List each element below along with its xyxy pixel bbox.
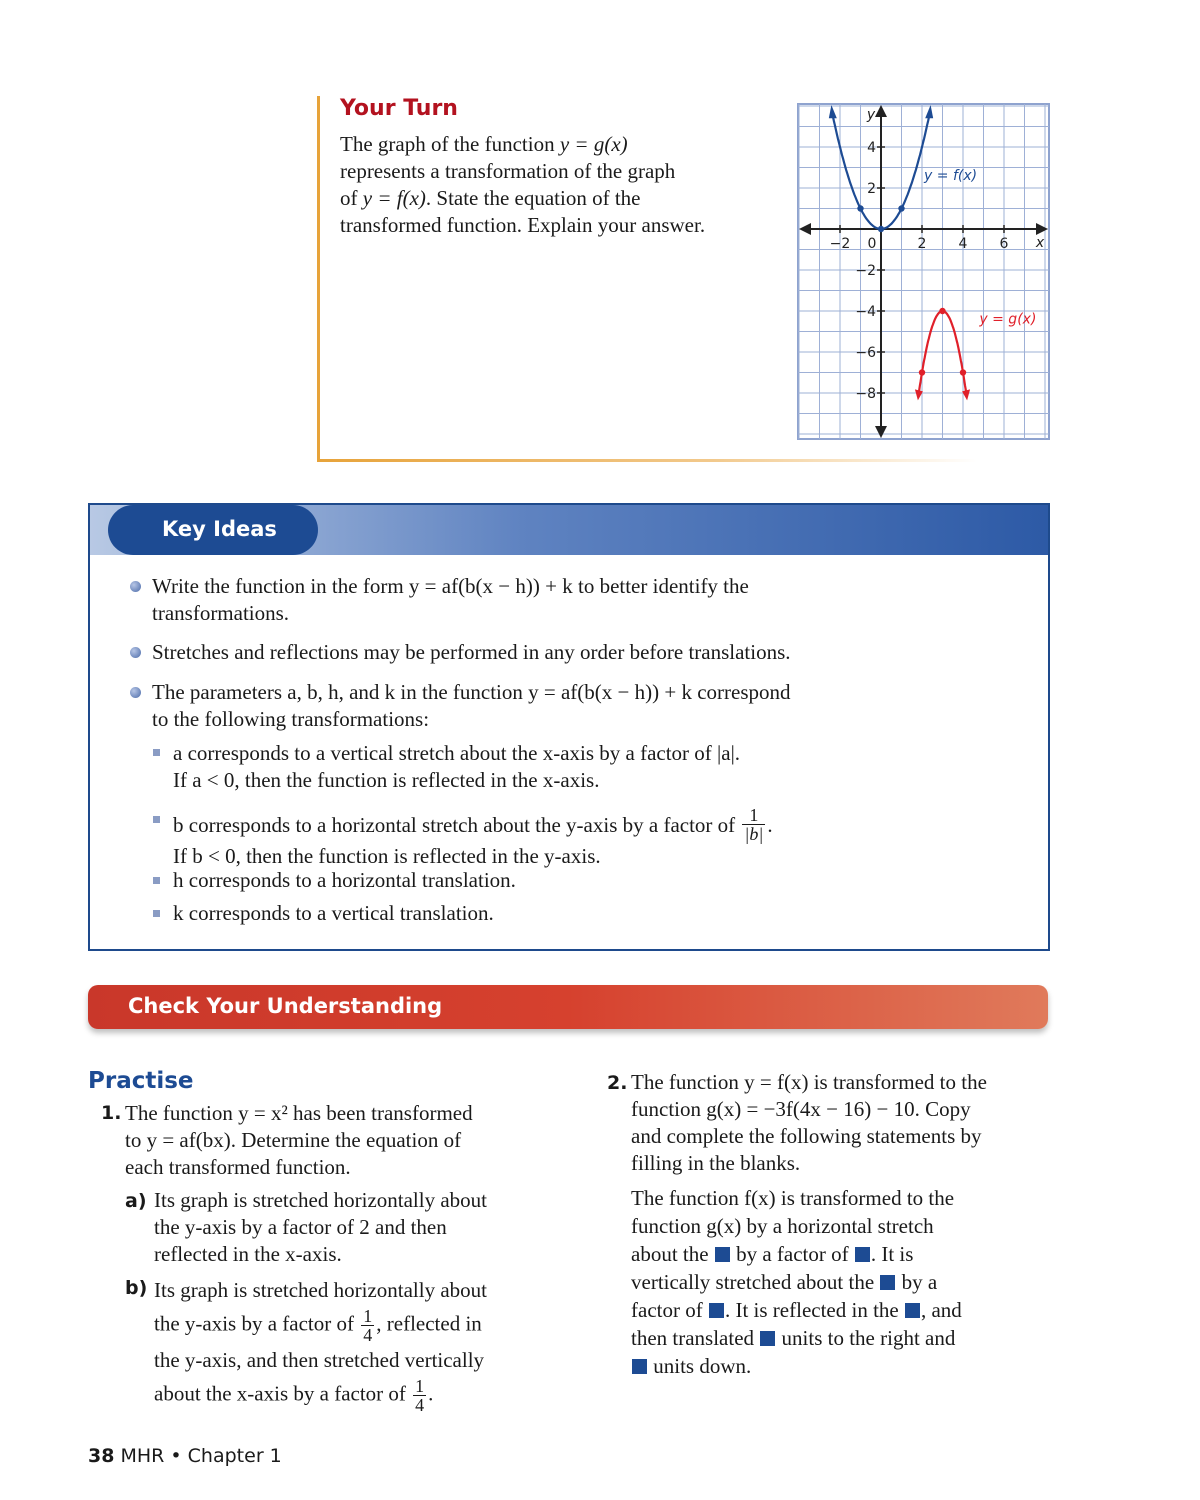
your-turn-text: The graph of the function y = g(x) represents a transformation of the graph of y = f(x). State the equation of the transformed function. Explain your answer.	[340, 132, 706, 237]
g-point	[939, 308, 945, 314]
graph-frame	[798, 104, 1049, 439]
y-tick-label: −8	[855, 386, 876, 402]
bullet-icon	[130, 581, 141, 592]
blank-box	[855, 1247, 870, 1262]
question-2-number: 2.	[607, 1072, 628, 1094]
question-1b-label: b)	[125, 1277, 148, 1299]
y-tick-label: −4	[855, 304, 876, 320]
x-tick-label: 2	[917, 236, 927, 252]
square-bullet-icon	[153, 910, 160, 917]
key-idea-2: Stretches and reflections may be performed in any order before translations.	[152, 640, 791, 664]
practise-heading: Practise	[88, 1068, 194, 1094]
sub-idea-a: a corresponds to a vertical stretch about the x-axis by a factor of |a|. If a < 0, then the function is reflected in the x-axis.	[173, 741, 741, 792]
check-understanding-title: Check Your Understanding	[128, 994, 443, 1018]
square-bullet-icon	[153, 816, 160, 823]
x-tick-label: 0	[867, 236, 877, 252]
g-label: y = g(x)	[979, 311, 1037, 328]
square-bullet-icon	[153, 749, 160, 756]
question-1b-text: Its graph is stretched horizontally about the y-axis by a factor of $\frac{1}{4}$ , reflected in the y-axis, and then stretched vertically about the x-axis by a factor of $\frac{1}{4}$ .	[154, 1278, 487, 1415]
blank-box	[760, 1331, 775, 1346]
question-2-text: The function y = f(x) is transformed to the function g(x) = −3f(4x − 16) − 10. Copy and complete the following statements by filling in the blanks.	[631, 1070, 987, 1175]
page-footer	[88, 1445, 282, 1467]
sub-idea-b: b corresponds to a horizontal stretch about the y-axis by a factor of $\frac{1}{|b|}$ . If b < 0, then the function is reflected in the y-axis.	[173, 805, 773, 868]
transformation-graph	[797, 103, 1050, 440]
f-point	[878, 226, 884, 232]
square-bullet-icon	[153, 877, 160, 884]
f-label: y = f(x)	[924, 167, 978, 184]
blank-box	[715, 1247, 730, 1262]
key-idea-3: The parameters a, b, h, and k in the function y = af(b(x − h)) + k correspond to the following transformations:	[152, 680, 791, 731]
your-turn-heading: Your Turn	[340, 96, 458, 121]
x-tick-label: 6	[999, 236, 1009, 252]
key-ideas-title: Key Ideas	[162, 517, 277, 541]
y-tick-label: −2	[855, 263, 876, 279]
x-tick-label: 4	[958, 236, 968, 252]
y-axis-label: y	[866, 107, 876, 123]
y-tick-label: 2	[867, 181, 876, 197]
f-point	[898, 205, 904, 211]
page-number: 38	[88, 1445, 115, 1467]
question-2-statement: The function f(x) is transformed to the function g(x) by a horizontal stretch about the by a factor of . It is vertically stretched about the by a factor of . It is reflected in the , and then translated units to the right and units down.	[631, 1186, 962, 1378]
your-turn-border-left	[317, 96, 320, 462]
key-idea-1: Write the function in the form y = af(b(x − h)) + k to better identify the transformations.	[152, 574, 749, 625]
g-point	[960, 369, 966, 375]
footer-text: MHR • Chapter 1	[120, 1445, 282, 1467]
question-1a-label: a)	[125, 1190, 147, 1212]
y-tick-label: −6	[855, 345, 876, 361]
graph-grid	[798, 104, 1049, 439]
x-axis-label: x	[1035, 235, 1045, 251]
bullet-icon	[130, 687, 141, 698]
sub-idea-h: h corresponds to a horizontal translation.	[173, 868, 516, 892]
g-point	[919, 369, 925, 375]
question-1a-text: Its graph is stretched horizontally about the y-axis by a factor of 2 and then reflected in the x-axis.	[154, 1188, 487, 1266]
question-1-number: 1.	[101, 1102, 122, 1124]
blank-box	[905, 1303, 920, 1318]
f-point	[857, 205, 863, 211]
blank-box	[632, 1359, 647, 1374]
your-turn-border-bottom	[317, 459, 977, 462]
question-1-text: The function y = x² has been transformed to y = af(bx). Determine the equation of each transformed function.	[125, 1101, 473, 1179]
x-tick-label: −2	[829, 236, 851, 252]
blank-box	[880, 1275, 895, 1290]
y-tick-label: 4	[867, 140, 876, 156]
sub-idea-k: k corresponds to a vertical translation.	[173, 901, 494, 925]
bullet-icon	[130, 647, 141, 658]
blank-box	[709, 1303, 724, 1318]
